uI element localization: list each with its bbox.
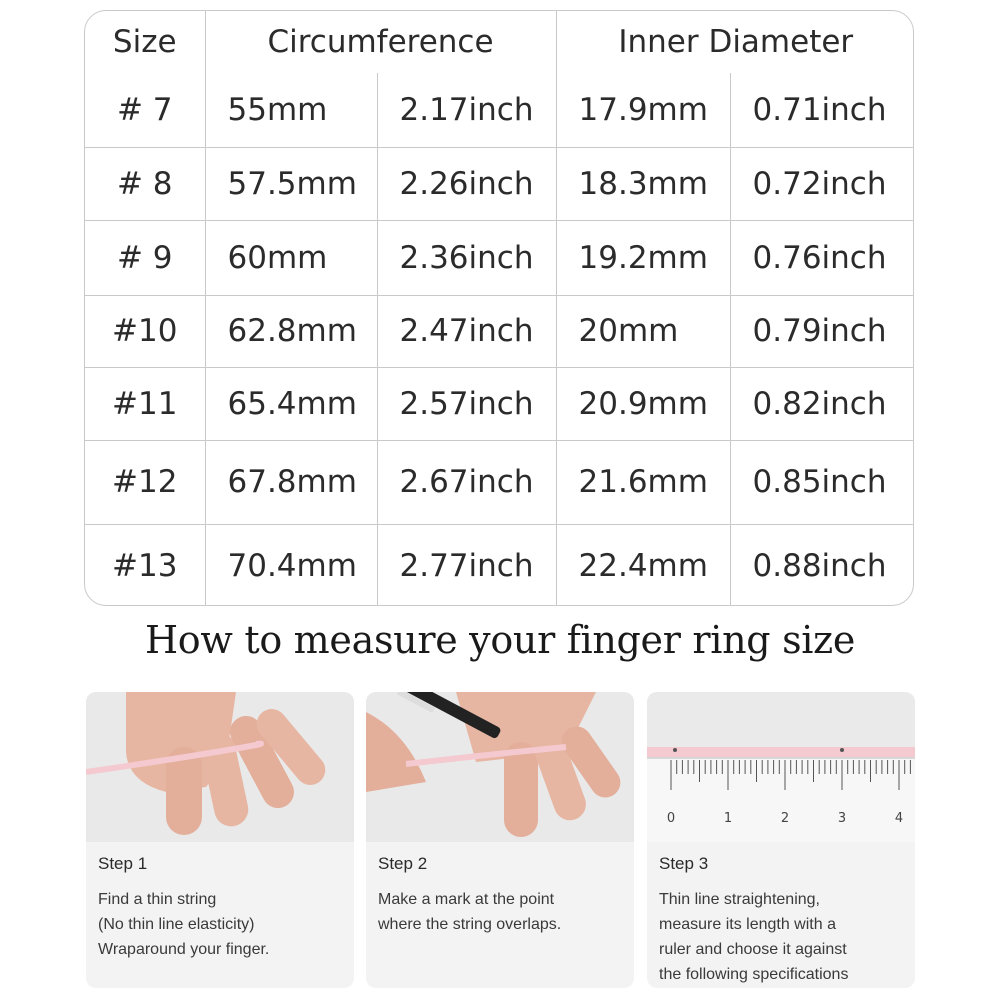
table-header-row [85,11,914,73]
circumference-mm-cell: 70.4mm [205,524,377,606]
circumference-inch-cell: 2.47inch [377,295,556,367]
circumference-mm-cell: 65.4mm [205,367,377,440]
circumference-mm-cell: 62.8mm [205,295,377,367]
step-1-description [98,887,348,962]
ruler-label: 1 [723,811,733,826]
table-row [85,367,914,440]
ruler-illustration [647,692,915,842]
hand-with-string-illustration [86,692,354,842]
step-1-line: (No thin line elasticity) [98,916,255,933]
size-cell: # 8 [85,147,205,220]
circumference-inch-cell: 2.36inch [377,220,556,295]
diameter-inch-cell: 0.76inch [730,220,914,295]
diameter-inch-cell: 0.79inch [730,295,914,367]
size-cell: #12 [85,440,205,524]
table-row [85,220,914,295]
circumference-inch-cell: 2.77inch [377,524,556,606]
diameter-mm-cell: 20mm [556,295,730,367]
step-1-title: Step 1 [98,854,148,873]
table-row [85,440,914,524]
size-cell: #10 [85,295,205,367]
step-2-title: Step 2 [378,854,428,873]
step-3-line: Thin line straightening, [659,891,820,908]
step-2-line: where the string overlaps. [378,916,562,933]
marking-string-illustration [366,692,634,842]
step-2-line: Make a mark at the point [378,891,555,908]
ruler-label: 3 [837,811,847,826]
ruler-label: 4 [894,811,904,826]
diameter-inch-cell: 0.82inch [730,367,914,440]
diameter-mm-cell: 19.2mm [556,220,730,295]
step-3-title: Step 3 [659,854,709,873]
size-cell: #11 [85,367,205,440]
diameter-inch-cell: 0.72inch [730,147,914,220]
diameter-mm-cell: 17.9mm [556,73,730,147]
step-1-line: Find a thin string [98,891,217,908]
circumference-header: Circumference [205,11,556,73]
table-row [85,524,914,606]
diameter-inch-cell: 0.88inch [752,547,887,584]
circumference-inch-cell: 2.17inch [377,73,556,147]
table-row [85,73,914,147]
circumference-mm-cell: 60mm [205,220,377,295]
step-3-line: ruler and choose it against [659,941,847,958]
diameter-mm-cell: 22.4mm [556,524,730,606]
diameter-mm-cell: 18.3mm [556,147,730,220]
diameter-mm-cell: 21.6mm [556,440,730,524]
ruler-label: 0 [666,811,676,826]
step-card-1 [86,692,354,988]
size-chart [85,11,914,606]
size-cell: #13 [85,524,205,606]
step-3-description [659,887,909,987]
circumference-mm-cell: 67.8mm [205,440,377,524]
step-card-2 [366,692,634,988]
table-row [85,295,914,367]
circumference-inch-cell: 2.57inch [377,367,556,440]
step-card-3 [647,692,915,988]
circumference-mm-cell: 55mm [205,73,377,147]
ring-size-table [84,10,914,606]
diameter-inch-cell: 0.85inch [730,440,914,524]
inner-diameter-header: Inner Diameter [618,24,854,60]
table-row [85,147,914,220]
circumference-inch-cell: 2.26inch [377,147,556,220]
circumference-inch-cell: 2.67inch [377,440,556,524]
size-header: Size [85,11,205,73]
diameter-inch-cell: 0.71inch [730,73,914,147]
size-cell: # 7 [85,73,205,147]
step-3-line: measure its length with a [659,916,836,933]
step-1-line: Wraparound your finger. [98,941,270,958]
measure-heading: How to measure your finger ring size [144,618,856,662]
diameter-mm-cell: 20.9mm [556,367,730,440]
circumference-mm-cell: 57.5mm [205,147,377,220]
size-cell: # 9 [85,220,205,295]
step-2-description [378,887,628,937]
step-3-line: the following specifications [659,966,849,983]
ruler-label: 2 [780,811,790,826]
